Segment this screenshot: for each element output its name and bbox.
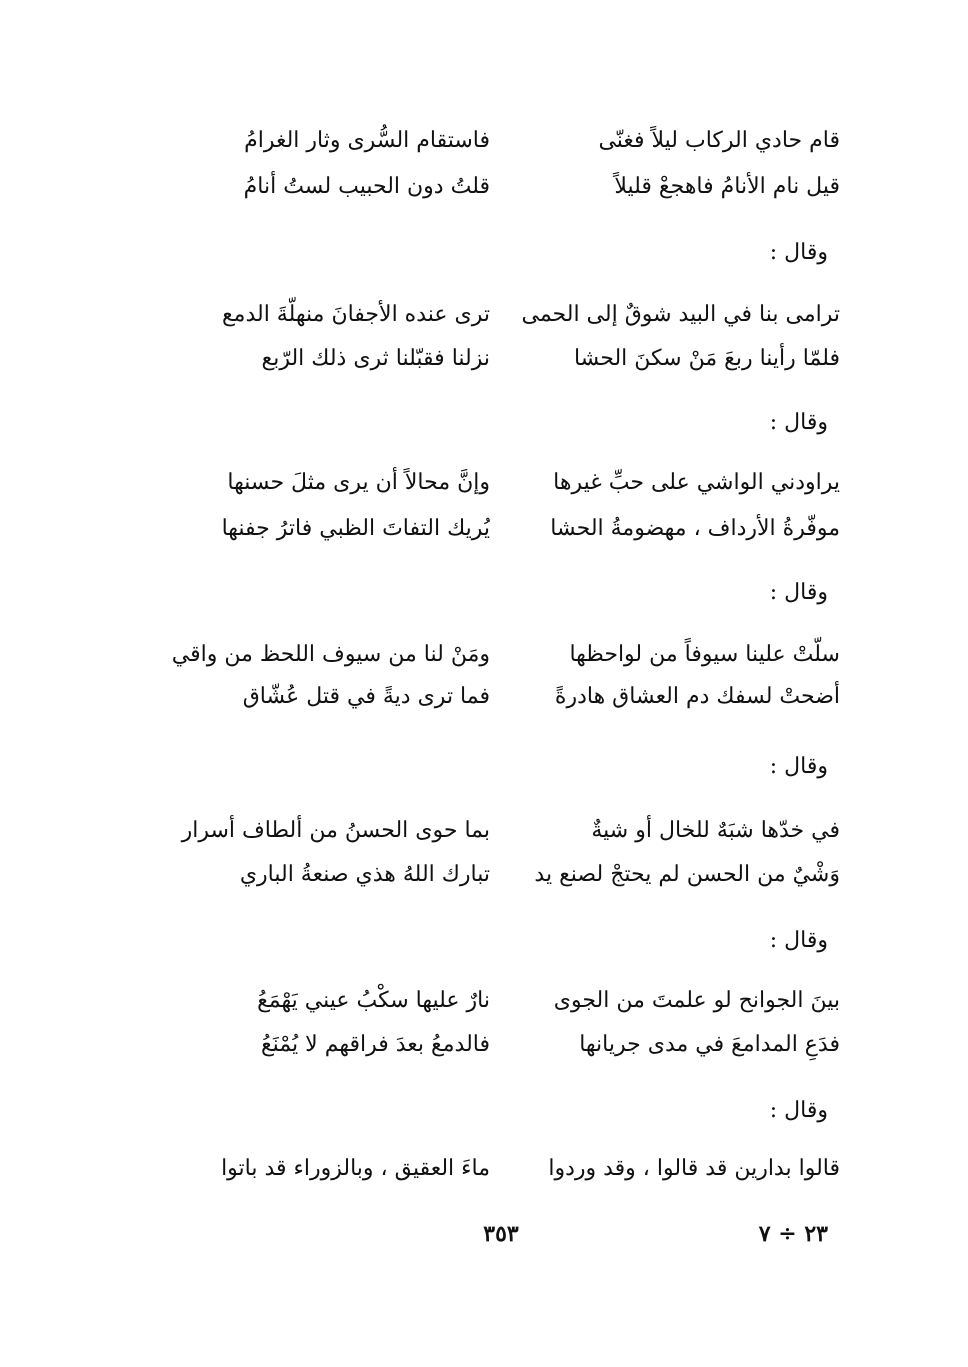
verse — [160, 340, 840, 378]
verse-second-hemistich: نارٌ عليها سكْبُ عيني يَهْمَعُ — [257, 988, 490, 1013]
verse-first-hemistich: أضحتْ لسفك دم العشاق هادرةً — [554, 684, 840, 709]
poem-heading: وقال : — [769, 754, 828, 779]
verse — [160, 1026, 840, 1064]
verse-second-hemistich: فالدمعُ بعدَ فراقهم لا يُمْنَعُ — [260, 1032, 490, 1057]
verse-second-hemistich: قلتُ دون الحبيب لستُ أنامُ — [243, 174, 490, 199]
verse-second-hemistich: ترى عنده الأجفانَ منهلّةَ الدمع — [221, 302, 490, 327]
verse-second-hemistich: فاستقام السُّرى وثار الغرامُ — [244, 128, 490, 153]
verse-second-hemistich: بما حوى الحسنُ من ألطاف أسرار — [181, 818, 490, 843]
verse — [160, 464, 840, 502]
verse-first-hemistich: وَشْيٌ من الحسن لم يحتجْ لصنع يد — [534, 862, 840, 887]
verse — [160, 296, 840, 334]
verse — [160, 678, 840, 716]
verse — [160, 1150, 840, 1188]
verse — [160, 636, 840, 674]
verse — [160, 982, 840, 1020]
verse-first-hemistich: قيل نام الأنامُ فاهجعْ قليلاً — [614, 174, 840, 199]
verse-second-hemistich: ماءَ العقيق ، وبالزوراء قد باتوا — [221, 1156, 490, 1181]
poem-heading: وقال : — [769, 410, 828, 435]
verse-first-hemistich: قالوا بدارين قد قالوا ، وقد وردوا — [548, 1156, 840, 1181]
poem-heading: وقال : — [769, 928, 828, 953]
verse-second-hemistich: تبارك اللهُ هذي صنعةُ الباري — [239, 862, 490, 887]
verse-second-hemistich: نزلنا فقبّلنا ثرى ذلك الرّبع — [261, 346, 490, 371]
verse — [160, 510, 840, 548]
verse-first-hemistich: سلّتْ علينا سيوفاً من لواحظها — [569, 642, 840, 667]
verse-first-hemistich: قام حادي الركاب ليلاً فغنّى — [598, 128, 840, 153]
poem-heading: وقال : — [769, 240, 828, 265]
verse-first-hemistich: فدَعِ المدامعَ في مدى جريانها — [579, 1032, 840, 1057]
verse-first-hemistich: موفّرةُ الأرداف ، مهضومةُ الحشا — [550, 516, 840, 541]
printer-signature: ٢٣ ÷ ٧ — [758, 1221, 828, 1247]
verse-first-hemistich: بينَ الجوانح لو علمتَ من الجوى — [553, 988, 840, 1013]
verse-second-hemistich: يُريك التفاتَ الظبي فاترُ جفنها — [221, 516, 490, 541]
verse — [160, 122, 840, 160]
verse — [160, 168, 840, 206]
verse-second-hemistich: ومَنْ لنا من سيوف اللحظ من واقي — [171, 642, 490, 667]
verse — [160, 856, 840, 894]
verse-second-hemistich: وإنَّ محالاً أن يرى مثلَ حسنها — [227, 470, 490, 495]
verse-first-hemistich: ترامى بنا في البيد شوقٌ إلى الحمى — [521, 302, 840, 327]
poem-heading: وقال : — [769, 580, 828, 605]
verse-first-hemistich: يراودني الواشي على حبِّ غيرها — [553, 470, 840, 495]
verse — [160, 812, 840, 850]
verse-first-hemistich: في خدّها شبَهٌ للخال أو شيةٌ — [591, 818, 840, 843]
poem-heading: وقال : — [769, 1098, 828, 1123]
page-number: ٣٥٣ — [483, 1221, 519, 1247]
verse-first-hemistich: فلمّا رأينا ربعَ مَنْ سكنَ الحشا — [573, 346, 840, 371]
verse-second-hemistich: فما ترى ديةً في قتل عُشّاق — [242, 684, 490, 709]
